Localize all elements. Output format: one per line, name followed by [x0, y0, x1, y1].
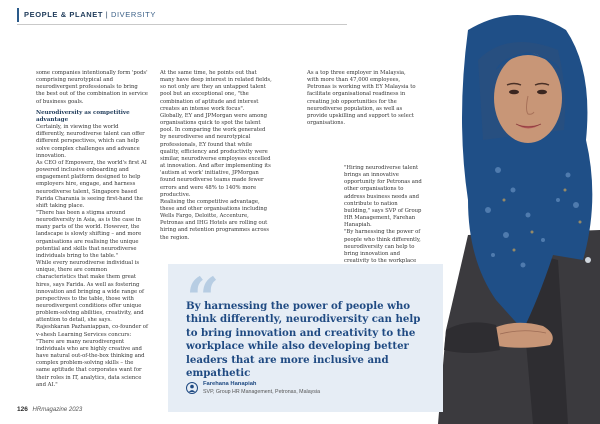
quote-author-role: SVP, Group HR Management, Petronas, Malaysia — [203, 389, 321, 395]
paragraph: "By harnessing the power of people who think differently, neurodiversity can help to bring innovation and creativity to the workplace — [344, 229, 421, 265]
section-header — [24, 10, 156, 19]
page-number: 126 — [17, 406, 28, 413]
quote-mark-icon: “ — [186, 265, 220, 333]
quote-author-name: Farehana Hanapiah — [203, 381, 257, 387]
paragraph: some companies intentionally form 'pods' comprising neurotypical and neurodivergent professionals to bring the best out of the combination in service of business goals. — [36, 70, 148, 105]
article-column-1 — [36, 70, 148, 389]
subheading: Neurodiversity as competitive advantage — [36, 109, 130, 123]
paragraph: As a top three employer in Malaysia, with more than 47,000 employees, Petronas is working with EY Malaysia to facilitate organisational readiness in creating job opportunities for the neurodiverse population, as well as provide upskilling and support to select organisations. — [307, 70, 416, 127]
article-column-3 — [307, 70, 419, 127]
subsection-title: DIVERSITY — [110, 10, 156, 19]
header-accent-bar — [17, 8, 19, 22]
person-icon — [186, 382, 198, 394]
paragraph: Rajeshkaran Pazhaniappan, co-founder of v-shesh Learning Services concurs: "There are many neurodivergent individuals who are highly creative and have natural out-of-the-box thinking and complex problem-solving skills – the same aptitude that corporates want for their roles in IT, analytics, data science and AI." — [36, 324, 148, 388]
pull-quote-text: By harnessing the power of people who think differently, neurodiversity can help to bring innovation and creativity to the workplace while also developing better leaders that are more inclusive and empathetic — [186, 300, 421, 380]
paragraph: While every neurodiverse individual is unique, there are common characteristics that make them great hires, says Farida. As well as fostering innovation and bringing a wide range of perspectives to the table, those with neurodivergent conditions offer unique problem-solving abilities, creativity, and attention to detail, she says. — [36, 260, 144, 324]
paragraph: "Hiring neurodiverse talent brings an innovative opportunity for Petronas and other organisations to address business needs and contribute to nation building," says SVP of Group HR Management, Farehan Hanapiah. — [344, 165, 422, 229]
header-rule — [17, 24, 347, 25]
header-divider: | — [105, 10, 111, 19]
paragraph: "There has been a stigma around neurodiversity in Asia, as is the case in many parts of the world. However, the landscape is slowly shifting – and more organisations are realising the unique potential and skills that neurodiverse individuals bring to the table." — [36, 209, 142, 259]
page-footer — [17, 406, 82, 413]
section-title: PEOPLE & PLANET — [24, 10, 104, 19]
paragraph: At the same time, he points out that many have deep interest in related fields, so not only are they an untapped talent pool but an exceptional one, "the combination of aptitude and interest creates an intense work focus". — [160, 70, 272, 112]
article-column-2 — [160, 70, 272, 242]
paragraph: As CEO of Empowerz, the world's first AI powered inclusive onboarding and engagement platform designed to help employers hire, engage, and harness neurodiverse talent, Singapore based Farida Charania is seeing first-hand the shift taking place. — [36, 159, 147, 209]
paragraph: Realising the competitive advantage, these and other organisations including Wells Fargo, Deloitte, Accenture, Petronas and IHG Hotels are rolling out hiring and retention programmes across the region. — [160, 198, 269, 241]
paragraph: Certainly, in viewing the world differently, neurodiverse talent can offer different perspectives, which can help solve complex challenges and advance innovation. — [36, 124, 145, 159]
paragraph: Globally, EY and JPMorgan were among organisations quick to spot the talent pool. In comparing the work generated by neurodiverse and neurotypical professionals, EY found that while quality, efficiency and productivity were similar, neurodiverse employees excelled at innovation. And after implementing its 'autism at work' initiative, JPMorgan found neurodiverse teams made fewer errors and were 48% to 140% more productive. — [160, 112, 271, 198]
magazine-name: HRmagazine 2023 — [32, 407, 83, 413]
